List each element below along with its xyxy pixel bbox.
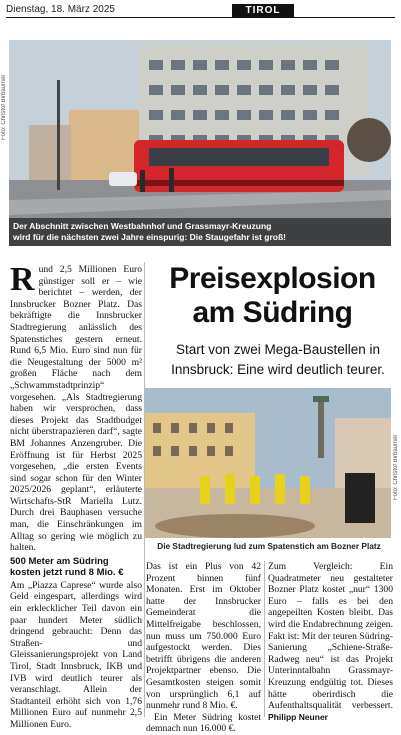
subheading-line-2: kosten jetzt rund 8 Mio. € (10, 566, 124, 578)
article-column-2 (146, 561, 261, 735)
groundbreaking-photo (145, 388, 391, 538)
author-name: Philipp Neuner (268, 711, 328, 722)
photo-credit-top: Foto: Christof Birbaumer (1, 74, 7, 140)
article-paragraph-3: Das ist ein Plus von 42 Prozent binnen fünf Monaten. Erst im Oktober hatte der Innsbrucker Gemeinderat die Mittelfreigabe beschlossen, nun muss um 750.000 Euro aufgestockt werden. Dies betrifft übrigens die anderen Projektpartner ebenso. Die Gesamtkosten steigen somit von ursprünglich 6,1 auf nunmehr rund 8 Mio. €. (146, 561, 261, 712)
subheading-line-1: 500 Meter am Südring (10, 555, 109, 567)
article-paragraph-5-text: Zum Vergleich: Ein Quadratmeter neu gestalteter Bozner Platz kostet „nur“ 1300 Euro – falls es bei den angepeilten Kosten bleibt. Das wird die Endabrechnung zeigen. Fakt ist: Mit der teuren Südring-Sanierung „Schiene-Straße-Radweg neu“ ist das Projekt Unterinntalbahn Grassmayr-Kreuzung endgültig tot. Dieses hätte oberirdisch die Aufenthaltsqualität verbessert. (268, 561, 393, 712)
tram-photo-illustration (9, 40, 391, 246)
column-divider-2 (264, 561, 265, 717)
drop-cap: R (10, 261, 35, 298)
section-label: TIROL (232, 4, 294, 17)
caption-line-1: Der Abschnitt zwischen Westbahnhof und Grassmayr-Kreuzung (13, 221, 272, 231)
photo-caption-bottom: Die Stadtregierung lud zum Spatenstich am Bozner Platz (157, 541, 381, 551)
kicker-line-1: Start von zwei Mega-Baustellen in (175, 342, 381, 357)
article-paragraph-2: Am „Piazza Caprese“ wurde also Geld eingespart, allerdings wird ein erklecklicher Teil davon ein paar hundert Meter südlich dringend gebraucht: Denn das Straßen- und Gleissanierungsprojekt von Land Tirol, Stadt Innsbruck, IKB und IVB wird deutlich teurer als veranschlagt. Allein der Stadtanteil erhöht sich von 1,76 Millionen Euro auf nunmehr 2,5 Millionen Euro. (10, 579, 142, 730)
headline-line-1: Preisexplosion (169, 262, 376, 295)
issue-date: Dienstag, 18. März 2025 (6, 4, 115, 15)
headline-line-2: am Südring (192, 296, 353, 329)
article-column-1 (10, 261, 142, 731)
photo-credit-bottom: Foto: Christof Birbaumer (393, 434, 399, 500)
subheading (10, 556, 142, 578)
article-column-3 (268, 561, 393, 723)
kicker (162, 340, 394, 380)
tram-photo (9, 40, 391, 246)
article-paragraph-5 (268, 561, 393, 723)
headline (150, 262, 395, 330)
photo-caption-top (9, 218, 391, 246)
article-paragraph-4: Ein Meter Südring kostet demnach nun 16.000 €. (146, 711, 261, 735)
article-paragraph-1: und 2,5 Millionen Euro günstiger soll er – wie berichtet – werden, der Innsbrucker Bozner Platz. Das bekräftigte die Innsbrucker Stadtregierung anlässlich des Spatenstiches gestern erneut. Rund 6,5 Mio. Euro sind nun für die Neugestaltung der 5000 m² großen Fläche nach dem „Schwammstadtprinzip“ vorgesehen. „Als Stadtregierung haben wir versprochen, dass dieses Projekt das Stadtbudget nicht überstrapazieren darf“, sagte BM Johannes Anzengruber. Die Eröffnung ist für Herbst 2025 vorgesehen, „die ersten Events sind sogar schon für den Winter 2025/2026 geplant“, erläuterte Wirtschafts-StR Mariella Lutz. Durch drei Bauphasen versuche man, die Einschränkungen im Alltag so gering wie möglich zu halten. (10, 264, 142, 554)
caption-line-2: wird für die nächsten zwei Jahre einspurig: Die Staugefahr ist groß! (13, 232, 286, 242)
groundbreaking-illustration (145, 388, 391, 538)
header-rule (6, 17, 395, 18)
kicker-line-2: Innsbruck: Eine wird deutlich teurer. (171, 362, 385, 377)
